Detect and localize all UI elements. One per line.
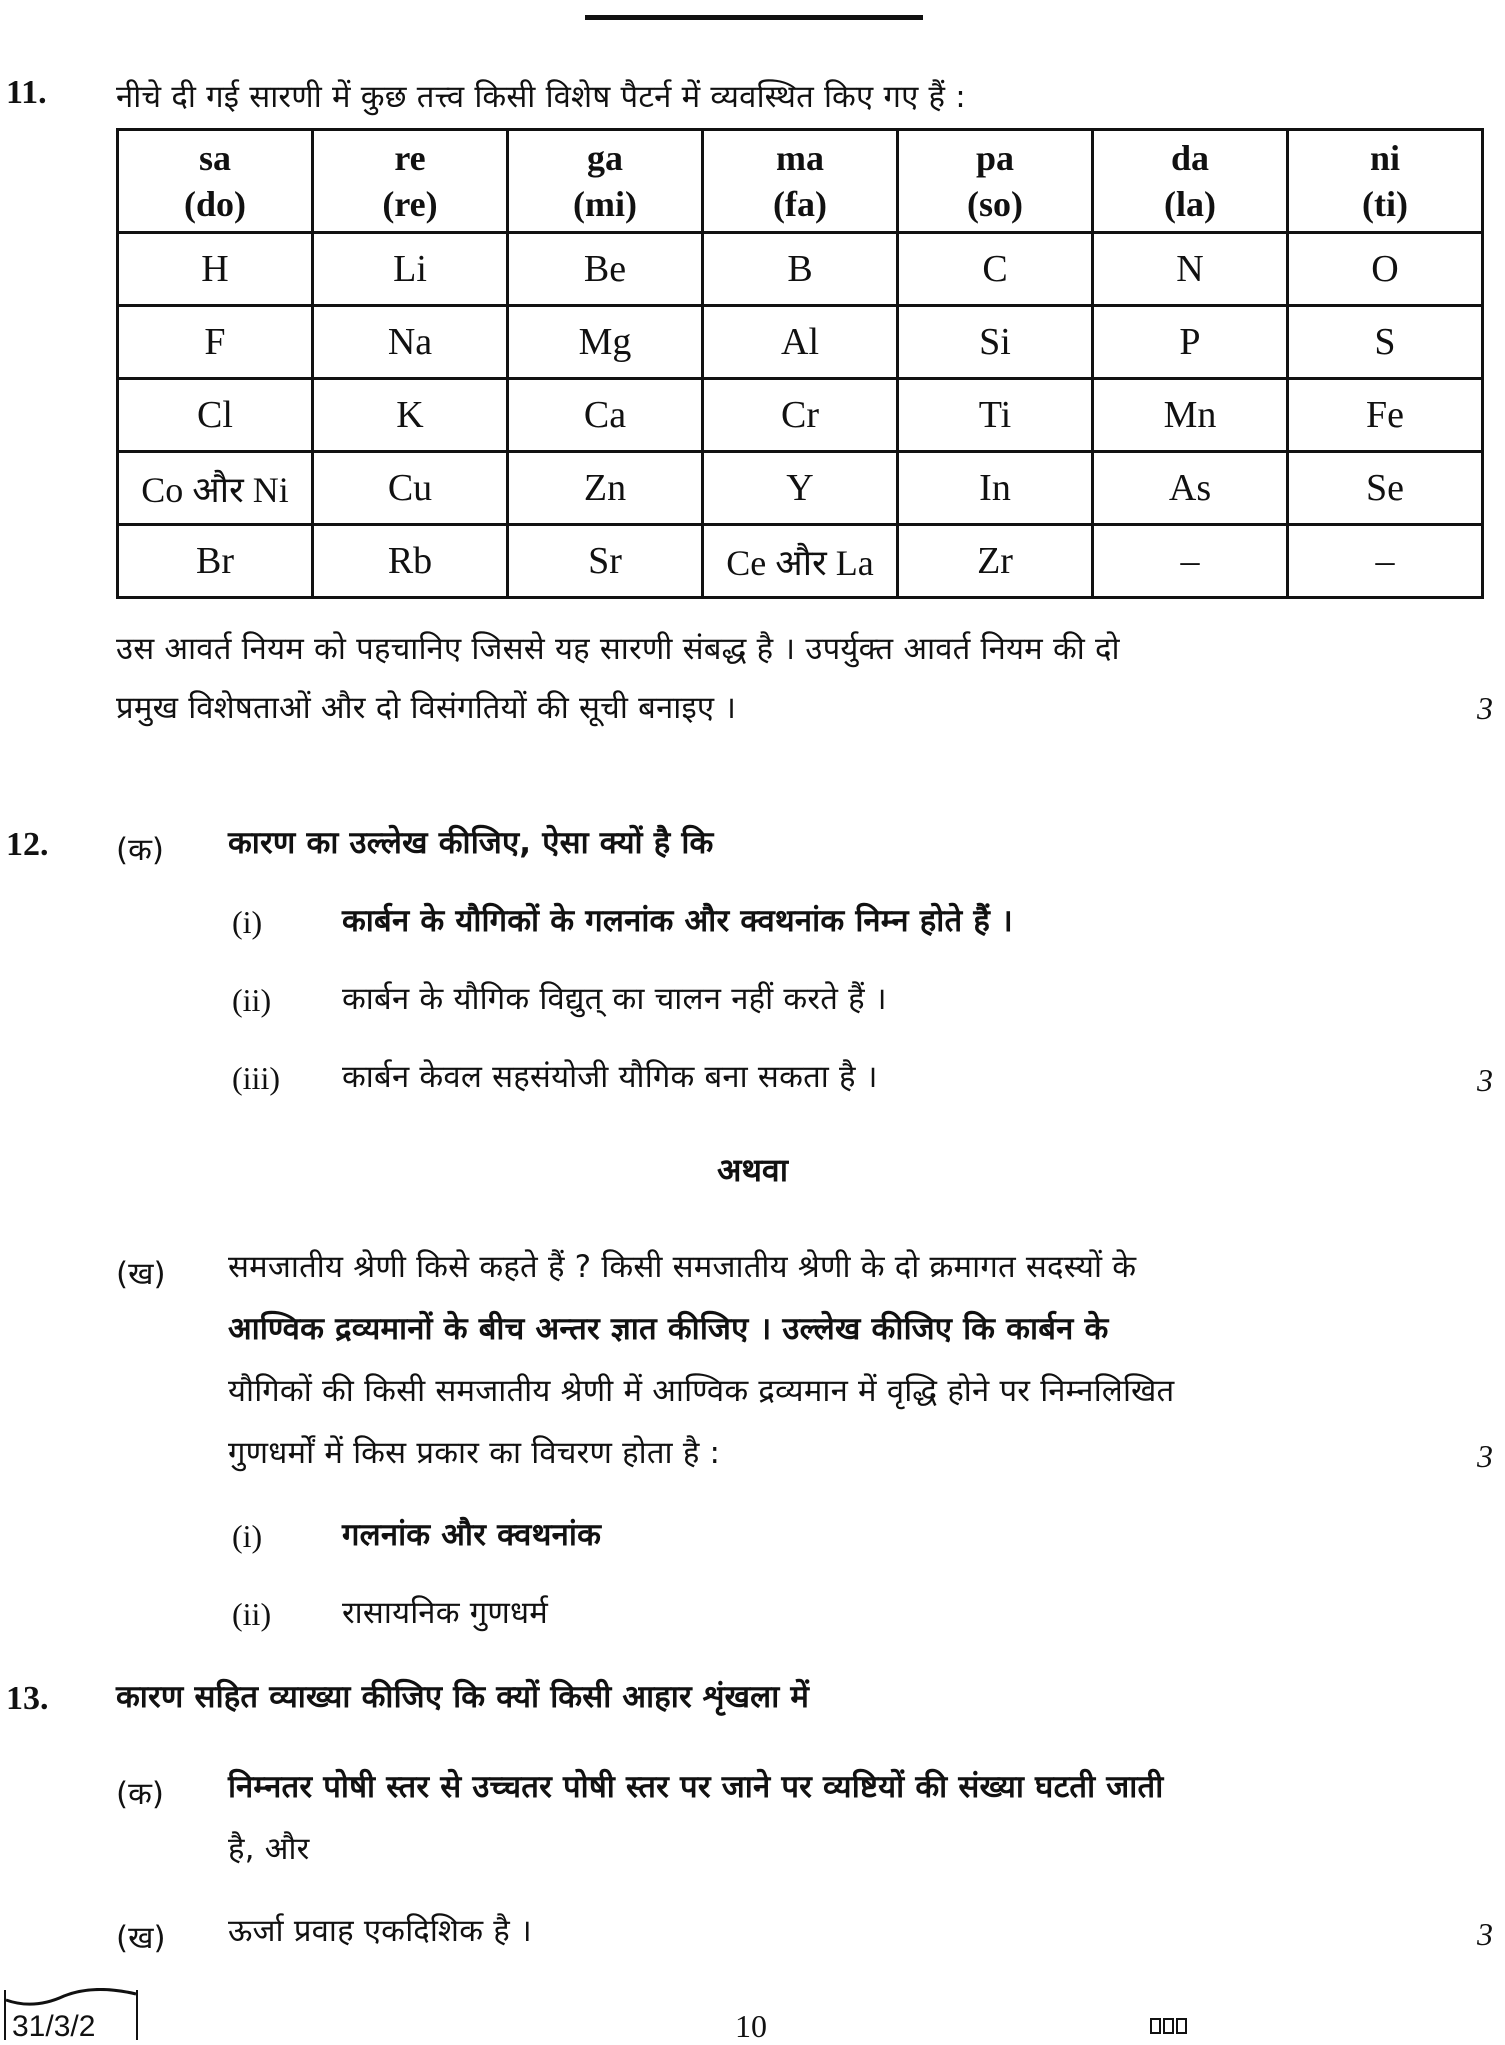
item-label: (ii)	[232, 1596, 272, 1632]
table-cell: Co और Ni	[118, 452, 313, 525]
item-label: (i)	[232, 1518, 263, 1554]
column-header: pa (so)	[898, 130, 1093, 233]
paper-code-box	[4, 1990, 138, 2043]
table-cell: Al	[703, 306, 898, 379]
table-cell: Na	[313, 306, 508, 379]
marks: 3	[1477, 1916, 1493, 1952]
part-label: (क)	[116, 1776, 164, 1812]
table-cell: In	[898, 452, 1093, 525]
table-cell: Ti	[898, 379, 1093, 452]
part-label: (ख)	[116, 1256, 166, 1292]
table-cell: Si	[898, 306, 1093, 379]
table-cell: Ca	[508, 379, 703, 452]
part-stem: कारण का उल्लेख कीजिए, ऐसा क्यों है कि	[228, 825, 714, 861]
table-cell: Zn	[508, 452, 703, 525]
table-cell: Mn	[1093, 379, 1288, 452]
table-cell: Br	[118, 525, 313, 598]
question-number: 13.	[6, 1680, 49, 1717]
table-cell: Mg	[508, 306, 703, 379]
table-cell: B	[703, 233, 898, 306]
question-number: 12.	[6, 826, 49, 863]
item-text: कार्बन के यौगिकों के गलनांक और क्वथनांक निम्न होते हैं ।	[342, 903, 1013, 939]
table-row	[118, 525, 1483, 598]
table-cell: H	[118, 233, 313, 306]
table-cell: Cl	[118, 379, 313, 452]
column-header: sa (do)	[118, 130, 313, 233]
column-header: ga (mi)	[508, 130, 703, 233]
table-cell: F	[118, 306, 313, 379]
item-text: कार्बन के यौगिक विद्युत् का चालन नहीं करते हैं ।	[342, 981, 887, 1017]
part-text-line: है, और	[228, 1831, 310, 1867]
table-cell: Cu	[313, 452, 508, 525]
table-header-row	[118, 130, 1483, 233]
part-label: (क)	[116, 832, 164, 868]
table-cell: S	[1288, 306, 1483, 379]
table-cell: P	[1093, 306, 1288, 379]
question-intro: नीचे दी गई सारणी में कुछ तत्त्व किसी विशेष पैटर्न में व्यवस्थित किए गए हैं :	[116, 79, 966, 115]
table-row	[118, 306, 1483, 379]
table-cell: K	[313, 379, 508, 452]
column-header: re (re)	[313, 130, 508, 233]
table-cell: Ce और La	[703, 525, 898, 598]
table-cell: Zr	[898, 525, 1093, 598]
table-row	[118, 452, 1483, 525]
part-text-line: ऊर्जा प्रवाह एकदिशिक है ।	[228, 1913, 532, 1949]
item-label: (ii)	[232, 982, 272, 1018]
column-header: ma (fa)	[703, 130, 898, 233]
question-text-line: उस आवर्त नियम को पहचानिए जिससे यह सारणी संबद्ध है । उपर्युक्त आवर्त नियम की दो	[116, 631, 1120, 667]
table-cell: Se	[1288, 452, 1483, 525]
question-number: 11.	[6, 74, 47, 111]
part-text-line: गुणधर्मों में किस प्रकार का विचरण होता है :	[228, 1435, 721, 1471]
element-table	[116, 128, 1484, 599]
table-cell: Fe	[1288, 379, 1483, 452]
item-text: रासायनिक गुणधर्म	[342, 1595, 549, 1631]
table-cell: –	[1093, 525, 1288, 598]
part-text-line: निम्नतर पोषी स्तर से उच्चतर पोषी स्तर पर जाने पर व्यष्टियों की संख्या घटती जाती	[228, 1769, 1164, 1805]
paper-code: 31/3/2	[12, 2010, 96, 2043]
table-cell: –	[1288, 525, 1483, 598]
table-cell: Be	[508, 233, 703, 306]
table-row	[118, 379, 1483, 452]
page-number: 10	[735, 2008, 767, 2044]
part-text-line: समजातीय श्रेणी किसे कहते हैं ? किसी समजातीय श्रेणी के दो क्रमागत सदस्यों के	[228, 1249, 1137, 1285]
marks: 3	[1477, 690, 1493, 726]
paper-code-curve-icon	[4, 1988, 138, 2008]
table-row	[118, 233, 1483, 306]
table-cell: Cr	[703, 379, 898, 452]
question-text-line: प्रमुख विशेषताओं और दो विसंगतियों की सूची बनाइए ।	[116, 690, 737, 726]
table-cell: C	[898, 233, 1093, 306]
column-header: da (la)	[1093, 130, 1288, 233]
top-divider	[585, 15, 923, 20]
qr-code-icon	[1150, 2018, 1190, 2034]
table-cell: Y	[703, 452, 898, 525]
table-cell: Li	[313, 233, 508, 306]
table-cell: As	[1093, 452, 1288, 525]
part-text-line: यौगिकों की किसी समजातीय श्रेणी में आण्विक द्रव्यमान में वृद्धि होने पर निम्नलिखित	[228, 1373, 1175, 1409]
item-label: (iii)	[232, 1060, 280, 1096]
part-text-line: आण्विक द्रव्यमानों के बीच अन्तर ज्ञात कीजिए । उल्लेख कीजिए कि कार्बन के	[228, 1311, 1109, 1347]
part-label: (ख)	[116, 1920, 166, 1956]
question-stem: कारण सहित व्याख्या कीजिए कि क्यों किसी आहार शृंखला में	[116, 1679, 810, 1715]
table-cell: O	[1288, 233, 1483, 306]
marks: 3	[1477, 1438, 1493, 1474]
column-header: ni (ti)	[1288, 130, 1483, 233]
table-cell: Rb	[313, 525, 508, 598]
table-cell: N	[1093, 233, 1288, 306]
marks: 3	[1477, 1062, 1493, 1098]
or-divider: अथवा	[717, 1151, 788, 1189]
table-cell: Sr	[508, 525, 703, 598]
item-text: कार्बन केवल सहसंयोजी यौगिक बना सकता है ।	[342, 1059, 878, 1095]
item-label: (i)	[232, 904, 263, 940]
item-text: गलनांक और क्वथनांक	[342, 1517, 602, 1553]
